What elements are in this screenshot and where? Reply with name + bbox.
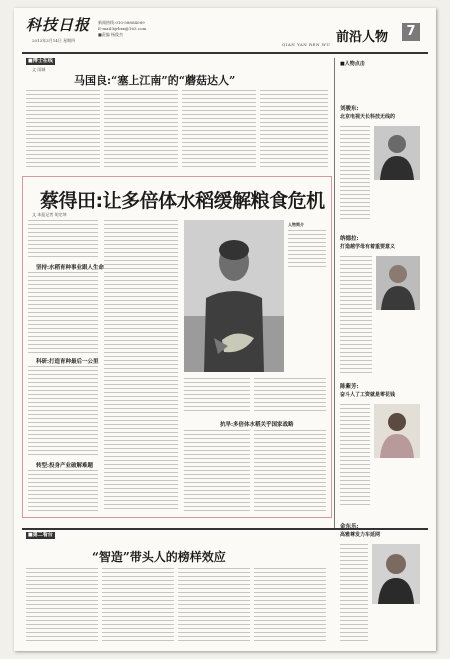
feature-text-col [28,220,98,260]
top-article-text-col [182,90,256,170]
sidebar-photo-2 [376,256,420,310]
feature-text-col [184,378,250,414]
tel-line: 新闻热线:010-58884089 [98,20,145,25]
sidebar-entry-sub: 打造越学母有着重要意义 [340,244,396,250]
feature-title: 蔡得田:让多倍体水稻缓解粮食危机 [40,190,325,212]
feature-text-col [28,272,98,354]
sidebar-photo-1 [374,126,420,180]
editor-line: ■责编 杨俊杰 [98,32,124,37]
person-silhouette-icon [376,256,420,310]
feature-byline: 文 本报记者 胡定坤 [32,212,67,217]
bottom-article-text-col [26,568,98,644]
bottom-article-title: “智造”带头人的榜样效应 [92,550,226,564]
email-line: E-mail:kjrbzx@163.com [98,26,147,31]
photo-caption-text [288,230,326,270]
sidebar-photo-3 [374,404,420,458]
sidebar-head: ■人物点击 [340,61,365,67]
sidebar-entry-name: 金东乐: [340,524,359,530]
person-silhouette-icon [374,126,420,180]
feature-text-col [184,430,250,512]
top-article-title: 马国良:“塞上江南”的“蘑菇达人” [74,74,236,87]
top-article-byline: 文 雨城 [32,67,46,72]
bottom-section-rule [22,528,428,530]
bottom-article-text-col [254,568,326,644]
feature-text-col [254,430,326,512]
section-title: 前沿人物 [336,30,389,45]
top-article-text-col [260,90,328,170]
bottom-article-text-col [102,568,174,644]
feature-text-col [254,378,326,414]
top-article-text-col [104,90,178,170]
feature-text-col [28,366,98,458]
masthead [14,8,436,52]
person-silhouette-icon [372,544,420,604]
sidebar-photo-4 [372,544,420,604]
photo-caption-label: 人物简介 [288,222,304,227]
portrait-illustration [184,220,284,372]
sidebar-text [340,256,372,376]
sidebar-entry-name: 纳德拉: [340,236,359,242]
bottom-article-tag: ■第二看台 [28,532,53,538]
bottom-article-text-col [178,568,250,644]
sidebar-entry-sub: 奋斗人了工资就是零花钱 [340,392,396,398]
feature-subhead-1: 坚持:水稻育种事业跟人生命 [36,265,105,271]
newspaper-logo: 科技日报 [26,16,91,34]
sidebar-entry-sub: 高雅尊发力车延网 [340,532,381,538]
sidebar-text [340,126,370,222]
sidebar-entry-sub: 北京电视天长科技无线的 [340,114,396,120]
masthead-rule [22,52,428,54]
top-article-tag: ■博士在线 [28,58,53,64]
section-pinyin: QIAN YAN REN WU [282,42,331,47]
feature-text-col [104,220,178,512]
sidebar-text [340,544,368,644]
sidebar-entry-name: 刘骏东: [340,106,359,112]
page-number: 7 [402,23,420,41]
date-line: 2013年3月14日 星期四 [32,38,76,43]
contact-info [98,20,146,38]
feature-subhead-3: 转型:投身产业破解难题 [36,463,94,469]
person-silhouette-icon [374,404,420,458]
newspaper-page [14,8,436,651]
portrait-photo [184,220,284,372]
sidebar-text [340,404,370,508]
feature-text-col [28,470,98,512]
top-article-text-col [26,90,100,170]
feature-side-subhead: 抗旱:多倍体水稻关乎国家战略 [220,422,294,428]
feature-subhead-2: 科研:打造育种最后一公里 [36,359,99,365]
sidebar-divider [334,58,335,528]
sidebar-entry-name: 陈紫芳: [340,384,359,390]
